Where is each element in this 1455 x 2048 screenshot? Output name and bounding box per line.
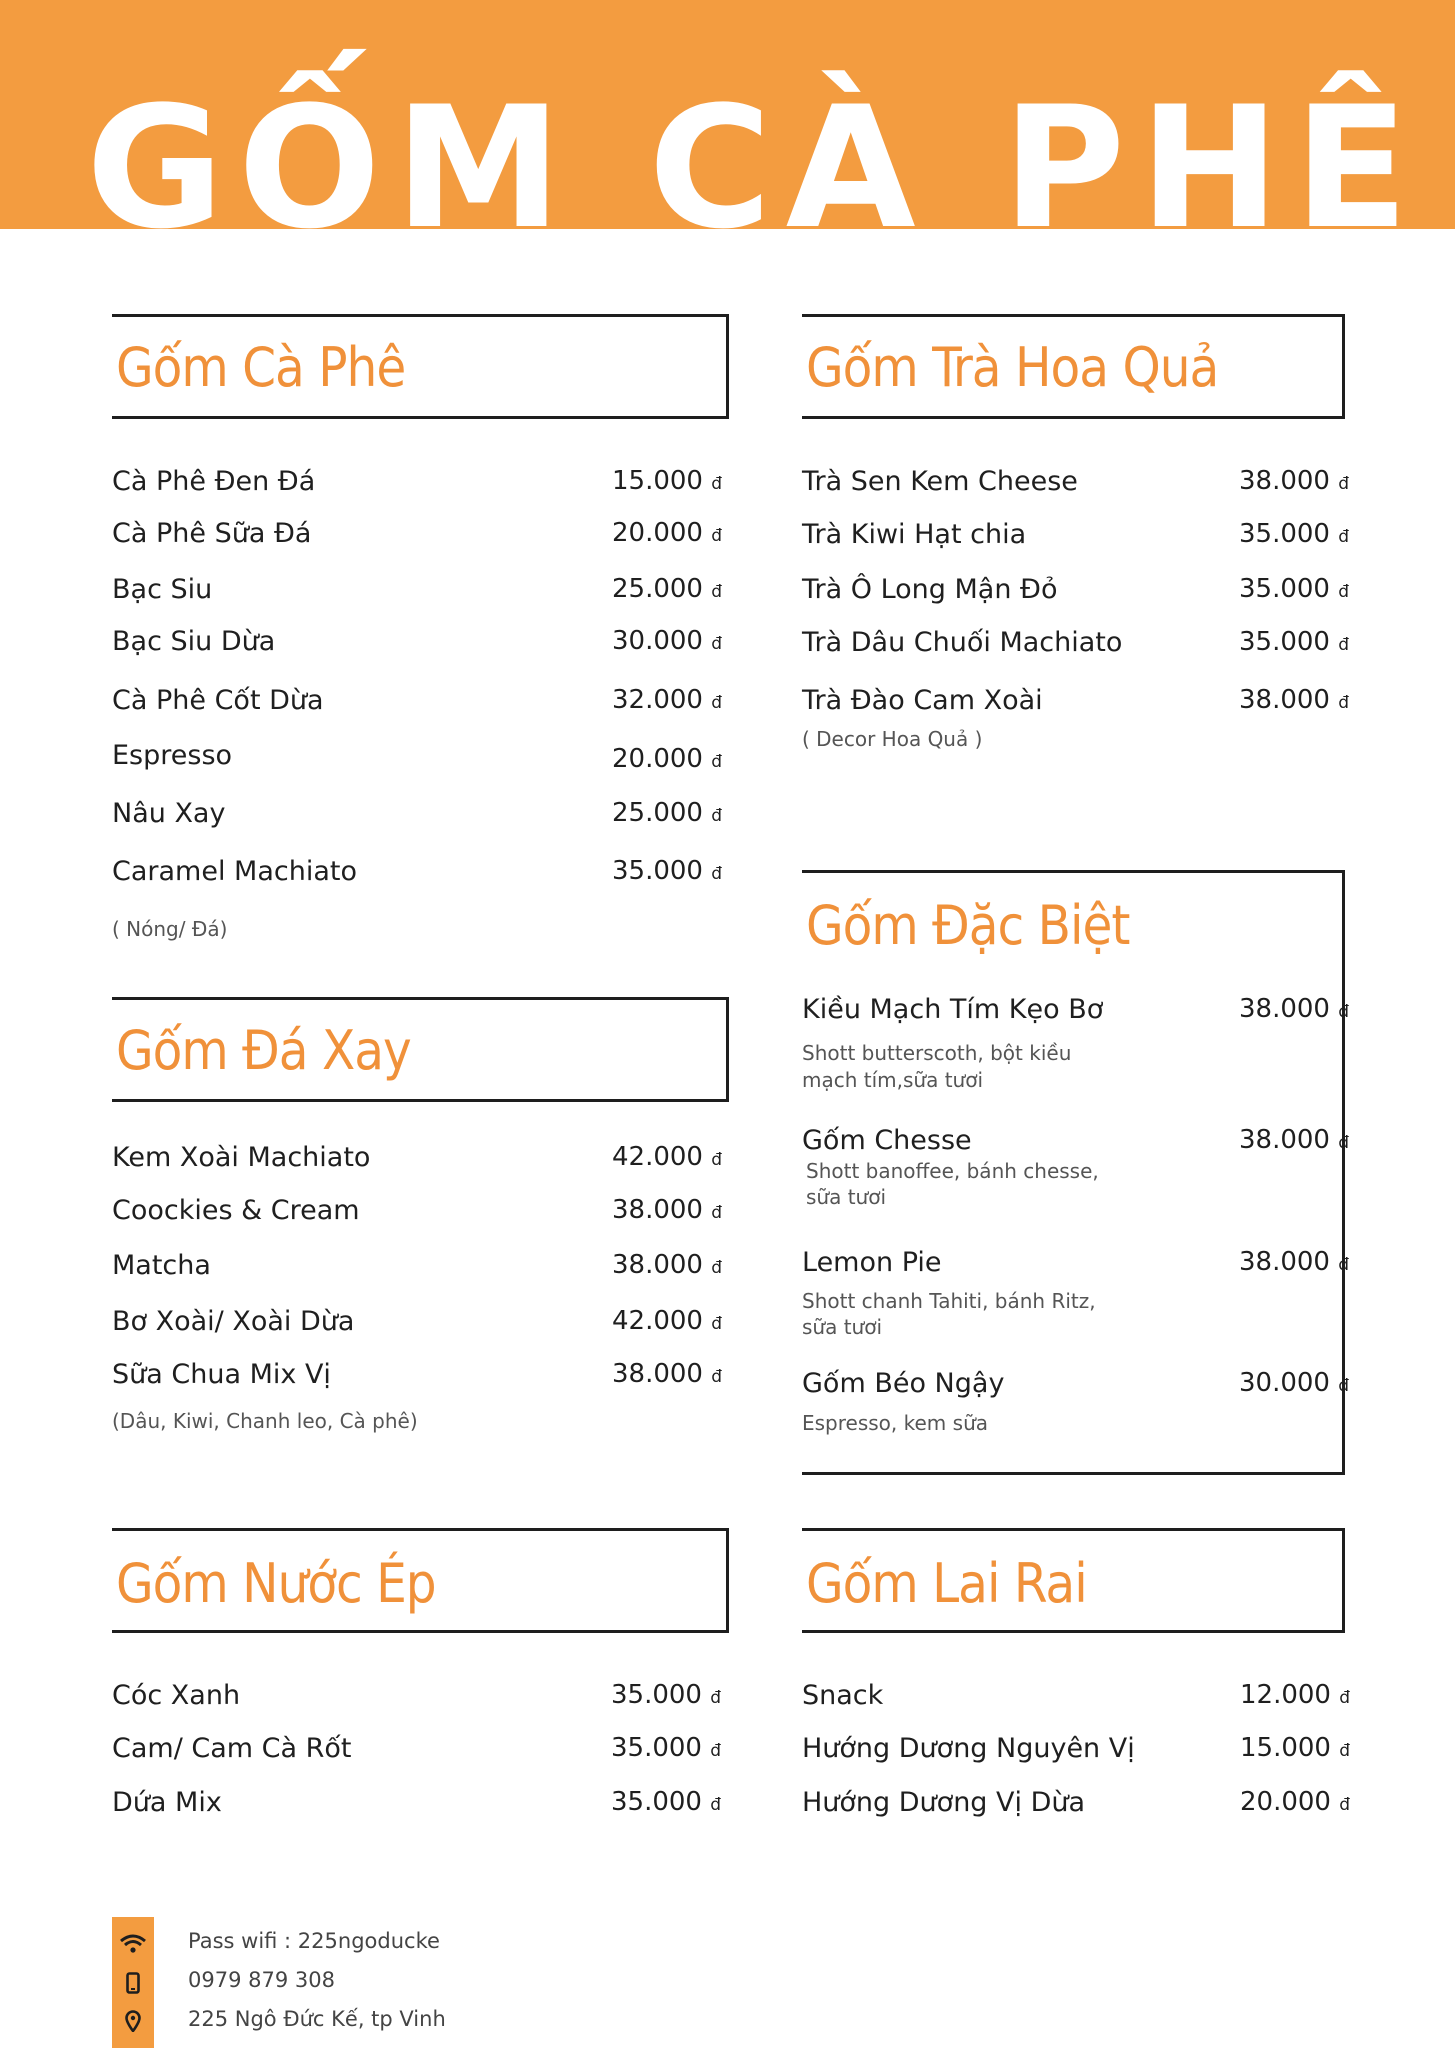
phone-number: 0979 879 308 bbox=[188, 1968, 335, 1992]
wifi-icon bbox=[112, 1929, 154, 1959]
address: 225 Ngô Đức Kế, tp Vinh bbox=[188, 2007, 446, 2031]
item-description: sữa tươi bbox=[806, 1185, 887, 1209]
section-ca-phe: Gốm Cà Phê Cà Phê Đen Đá 15.000 đ Cà Phê Sữa Đá 20.000 đ Bạc Siu 25.000 đ Bạc Siu Dừa 30.000 đ Cà Phê Cốt Dừa 32.000 đ Espresso 20.000 đ Nâu Xay 25.000 đ Caramel Machiato 35.000 đ ( Nóng/ Đá) bbox=[112, 314, 732, 954]
brand-title: GỐM CÀ PHÊ bbox=[86, 70, 1423, 229]
section-title: Gốm Cà Phê bbox=[116, 336, 406, 399]
section-title: Gốm Nước Ép bbox=[116, 1552, 436, 1615]
section-note: ( Decor Hoa Quả ) bbox=[802, 727, 983, 751]
section-nuoc-ep: Gốm Nước Ép Cóc Xanh 35.000 đ Cam/ Cam Cà Rốt 35.000 đ Dứa Mix 35.000 đ bbox=[112, 1528, 732, 1828]
header-banner bbox=[0, 0, 1455, 229]
item-description: Espresso, kem sữa bbox=[802, 1411, 988, 1435]
section-dac-biet: Gốm Đặc Biệt Kiều Mạch Tím Kẹo Bơ 38.000 đ Shott butterscoth, bột kiều mạch tím,sữa tươi Gốm Chesse 38.000 đ Shott banoffee, bánh chesse, sữa tươi Lemon Pie 38.000 đ Shott chanh Tahiti, bánh Ritz, sữa tươi Gốm Béo Ngậy 30.000 đ Espresso, kem sữa bbox=[802, 870, 1347, 1476]
location-pin-icon bbox=[112, 2006, 154, 2036]
section-title: Gốm Đá Xay bbox=[116, 1019, 411, 1082]
wifi-password: Pass wifi : 225ngoducke bbox=[188, 1929, 440, 1953]
item-description: Shott chanh Tahiti, bánh Ritz, bbox=[802, 1289, 1096, 1313]
section-title: Gốm Trà Hoa Quả bbox=[806, 336, 1219, 399]
section-title: Gốm Đặc Biệt bbox=[806, 894, 1130, 957]
section-note: ( Nóng/ Đá) bbox=[112, 917, 228, 941]
section-tra-hoa-qua: Gốm Trà Hoa Quả Trà Sen Kem Cheese 38.000 đ Trà Kiwi Hạt chia 35.000 đ Trà Ô Long Mận Đỏ 35.000 đ Trà Dâu Chuối Machiato 35.000 đ Trà Đào Cam Xoài 38.000 đ ( Decor Hoa Quả ) bbox=[802, 314, 1347, 764]
footer-icon-bar bbox=[112, 1917, 154, 2048]
item-description: sữa tươi bbox=[802, 1315, 883, 1339]
item-description: Shott banoffee, bánh chesse, bbox=[806, 1159, 1099, 1183]
item-description: Shott butterscoth, bột kiều bbox=[802, 1041, 1072, 1065]
section-da-xay: Gốm Đá Xay Kem Xoài Machiato 42.000 đ Coockies & Cream 38.000 đ Matcha 38.000 đ Bơ Xoài/ Xoài Dừa 42.000 đ Sữa Chua Mix Vị 38.000 đ (Dâu, Kiwi, Chanh leo, Cà phê) bbox=[112, 997, 732, 1447]
phone-icon bbox=[112, 1968, 154, 1998]
section-lai-rai: Gốm Lai Rai Snack 12.000 đ Hướng Dương Nguyên Vị 15.000 đ Hướng Dương Vị Dừa 20.000 đ bbox=[802, 1528, 1347, 1828]
section-title: Gốm Lai Rai bbox=[806, 1552, 1087, 1615]
item-description: mạch tím,sữa tươi bbox=[802, 1068, 984, 1092]
section-note: (Dâu, Kiwi, Chanh leo, Cà phê) bbox=[112, 1409, 418, 1433]
